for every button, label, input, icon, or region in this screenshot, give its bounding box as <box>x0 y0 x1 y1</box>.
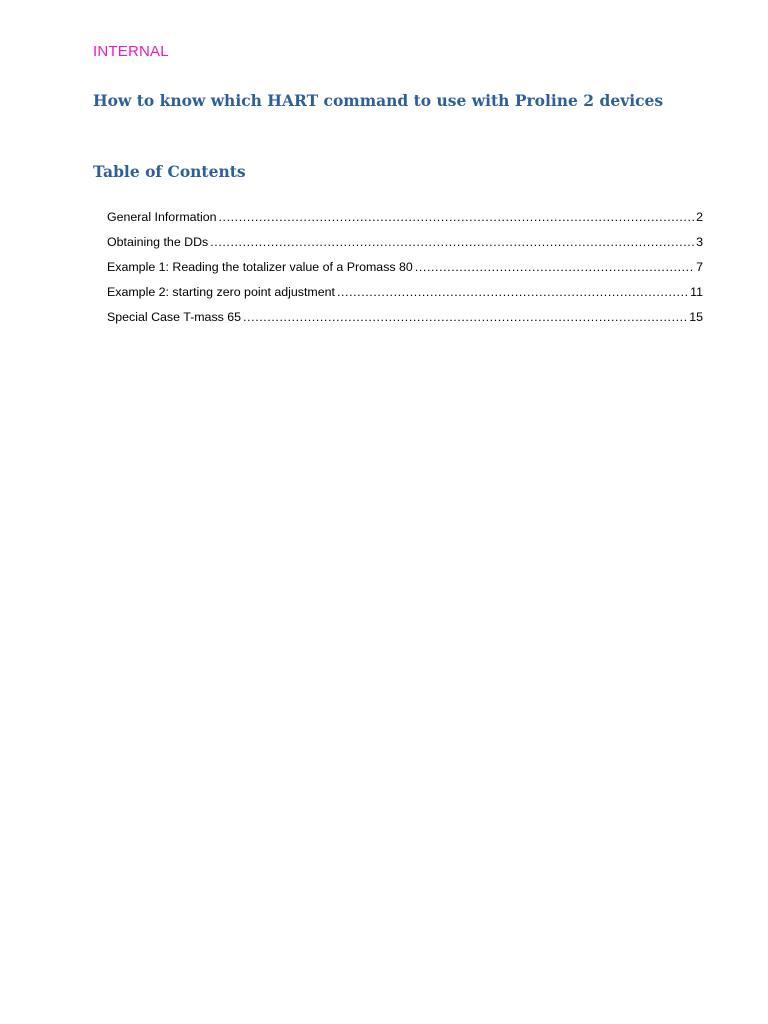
toc-entry[interactable] <box>107 260 703 285</box>
toc-entry-title[interactable]: Example 1: Reading the totalizer value of a Promass 80 <box>107 260 413 274</box>
table-of-contents <box>107 210 703 335</box>
toc-entry-page[interactable]: 3 <box>696 235 703 249</box>
toc-entry-title[interactable]: Example 2: starting zero point adjustment <box>107 285 335 299</box>
classification-label: INTERNAL <box>93 43 169 60</box>
toc-entry-page[interactable]: 11 <box>690 285 703 299</box>
toc-entry-page[interactable]: 2 <box>696 210 703 224</box>
toc-entry-title[interactable]: General Information <box>107 210 217 224</box>
toc-dot-leader <box>210 235 694 249</box>
toc-entry-page[interactable]: 7 <box>696 260 703 274</box>
toc-dot-leader <box>337 285 688 299</box>
toc-entry-page[interactable]: 15 <box>689 310 703 324</box>
toc-entry-title[interactable]: Obtaining the DDs <box>107 235 209 249</box>
toc-entry[interactable] <box>107 310 703 335</box>
toc-entry[interactable] <box>107 285 703 310</box>
toc-entry[interactable] <box>107 235 703 260</box>
toc-dot-leader <box>219 210 695 224</box>
document-title: How to know which HART command to use with Proline 2 devices <box>93 91 664 110</box>
toc-heading: Table of Contents <box>93 162 246 181</box>
toc-entry-title[interactable]: Special Case T-mass 65 <box>107 310 242 324</box>
toc-dot-leader <box>415 260 694 274</box>
toc-dot-leader <box>243 310 687 324</box>
toc-entry[interactable] <box>107 210 703 235</box>
